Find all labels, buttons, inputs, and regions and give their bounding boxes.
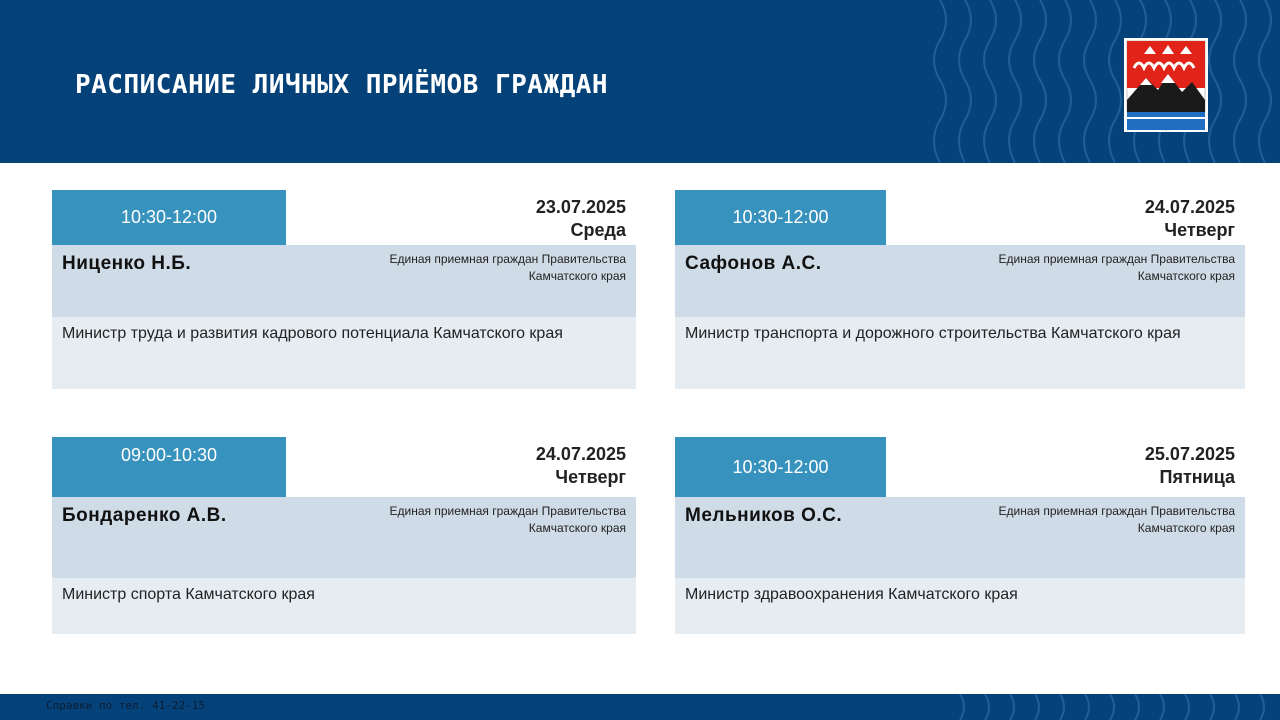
position-row [675,578,1245,634]
appointment-date-block [1145,196,1235,242]
appointment-weekday: Пятница [1159,467,1235,487]
appointment-date-block [536,443,626,489]
reception-office: Единая приемная граждан Правительства Камчатского края [389,504,626,535]
appointment-card [675,190,1245,389]
time-badge: 10:30-12:00 [675,437,886,497]
footer-bar [0,694,1280,720]
official-row [52,245,636,317]
contact-phone-note: Справки по тел. 41-22-15 [46,699,205,712]
time-badge: 10:30-12:00 [675,190,886,245]
time-badge: 10:30-12:00 [52,190,286,245]
appointment-card [52,437,636,634]
wave-pattern-icon [950,694,1280,720]
appointment-date: 24.07.2025 [535,444,626,464]
appointment-card [52,190,636,389]
appointment-date: 24.07.2025 [1144,197,1235,217]
appointment-weekday: Четверг [555,467,626,487]
coat-of-arms-icon [1124,38,1208,132]
official-name: Сафонов А.С. [685,253,822,274]
appointment-weekday: Четверг [1164,220,1235,240]
official-position: Министр труда и развития кадрового потенциала Камчатского края [62,325,563,342]
appointment-date-block [536,196,626,242]
official-row [675,497,1245,578]
appointment-weekday: Среда [570,220,626,240]
official-position: Министр транспорта и дорожного строительства Камчатского края [685,325,1181,342]
official-row [52,497,636,578]
appointment-card [675,437,1245,634]
time-badge: 09:00-10:30 [52,437,286,497]
appointment-date-block [1145,443,1235,489]
official-position: Министр здравоохранения Камчатского края [685,586,1018,603]
official-name: Ниценко Н.Б. [62,253,192,274]
appointment-date: 23.07.2025 [535,197,626,217]
reception-office: Единая приемная граждан Правительства Камчатского края [389,252,626,283]
position-row [52,578,636,634]
official-name: Мельников О.С. [685,505,843,526]
position-row [675,317,1245,389]
official-position: Министр спорта Камчатского края [62,586,315,603]
header-banner [0,0,1280,163]
position-row [52,317,636,389]
reception-office: Единая приемная граждан Правительства Камчатского края [998,252,1235,283]
appointment-date: 25.07.2025 [1144,444,1235,464]
wave-pattern-icon [920,0,1280,163]
reception-office: Единая приемная граждан Правительства Камчатского края [998,504,1235,535]
page-title: РАСПИСАНИЕ ЛИЧНЫХ ПРИЁМОВ ГРАЖДАН [75,70,609,100]
official-name: Бондаренко А.В. [62,505,227,526]
official-row [675,245,1245,317]
